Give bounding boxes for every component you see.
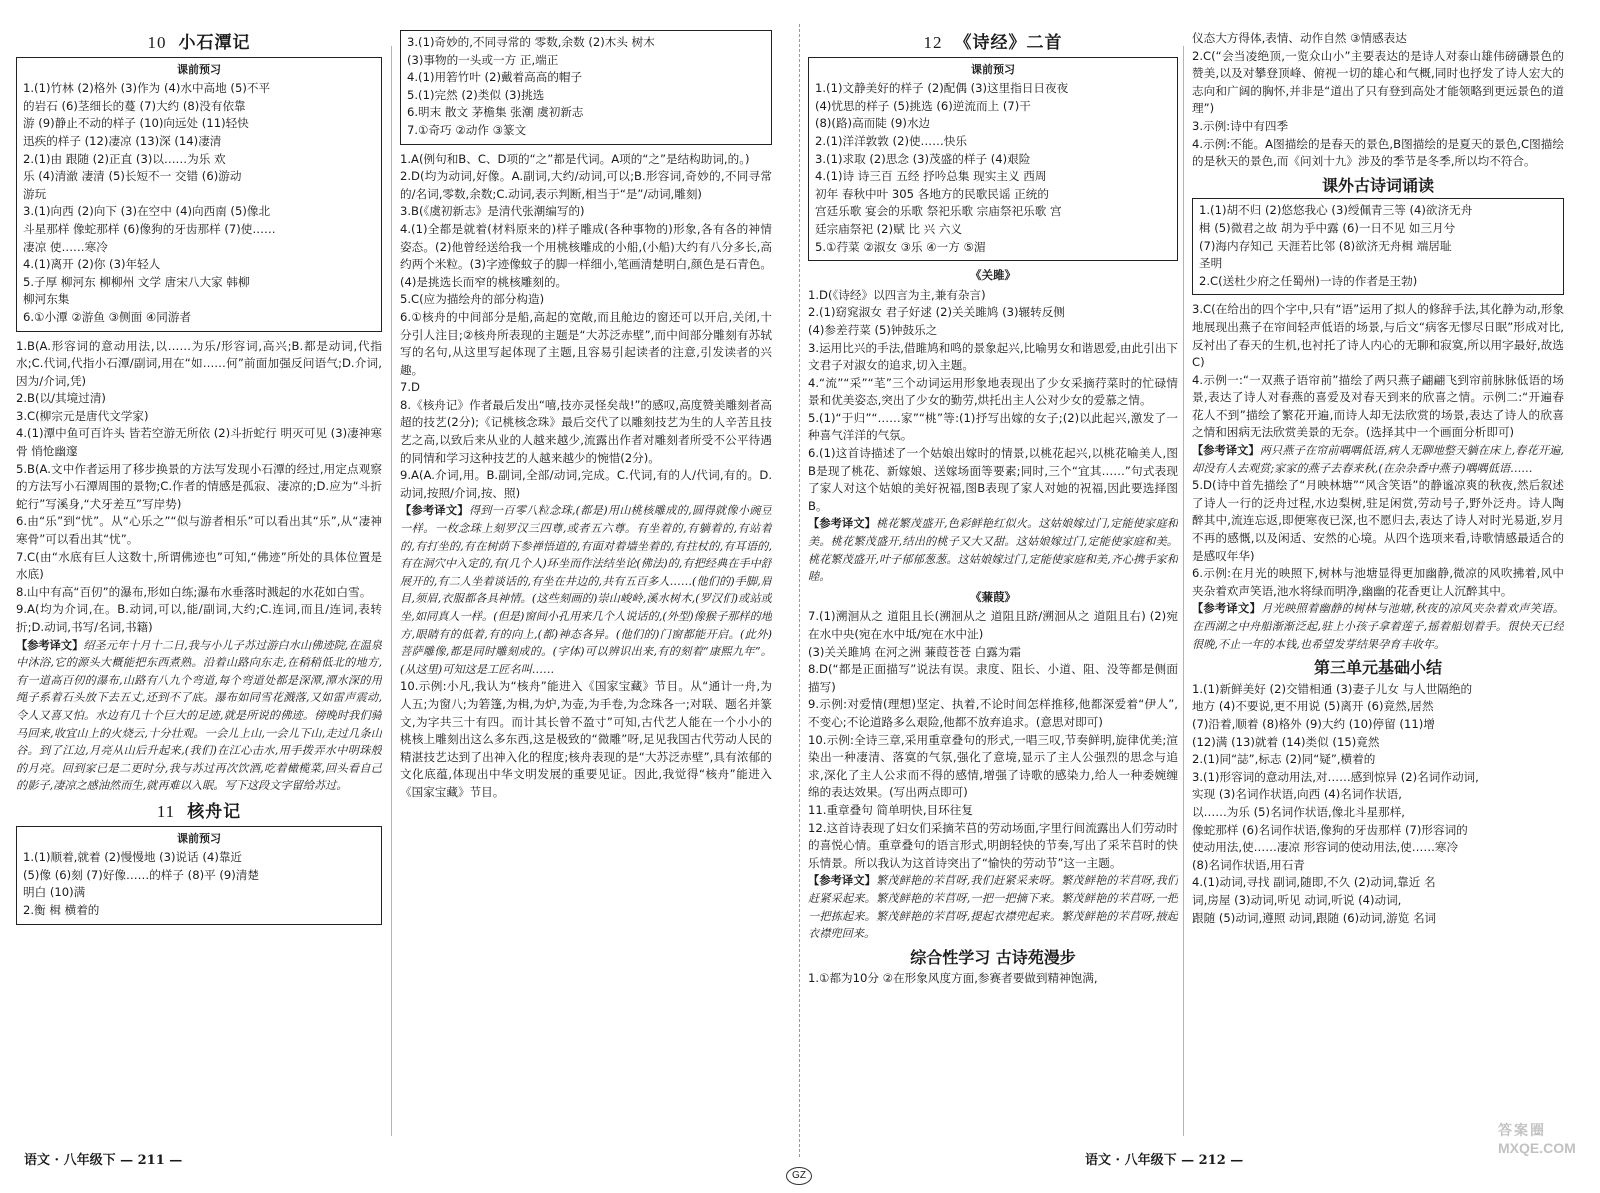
- answer-item: 8.山中有高“百仞”的瀑布,形如白练;瀑布水垂落时溅起的水花如白雪。: [16, 584, 372, 599]
- preview-line: 4.(1)用箬竹叶 (2)戴着高高的帽子: [407, 70, 583, 85]
- answer-item: (8)名词作状语,用石青: [1192, 857, 1305, 872]
- preview-box-continued: [400, 30, 772, 145]
- answer-item: 地方 (4)不要说,更不用说 (5)离开 (6)竟然,居然: [1192, 699, 1434, 714]
- preview-label: 课前预习: [177, 62, 221, 76]
- answer-item: 4.(1)全都是就着(材料原来的)样子雕成(各种事物的)形象,各有各的神情姿态。(2)他曾经送给我一个用桃核雕成的小船,(小船)大约有八分多长,高约两个米粒。(3)字迹像蚊子的脚一样细小,笔画清楚明白,颜色是石青色。(4)是挑选长而窄的桃核雕刻的。: [400, 221, 772, 289]
- preview-line: 6.①小潭 ②游鱼 ③侧面 ④同游者: [23, 309, 192, 324]
- poetry-box: [1192, 198, 1564, 295]
- answer-item: 使动用法,使……凄凉 形容词的使动用法,使……寒冷: [1192, 840, 1459, 855]
- section-number: 11: [156, 801, 176, 821]
- preview-line: 3.(1)奇妙的,不同寻常的 零数,余数 (2)木头 树木: [407, 35, 655, 49]
- answer-item: 6.①核舟的中间部分是船,高起的宽敞,而且舱边的窗还可以开启,关闭,十分引人注目;②核舟所表现的主题是“大苏泛赤壁”,而中间部分雕刻有苏轼写的名句,从这里写起体现了主题,且容易引起读者的注意,引发读者的兴趣。: [400, 309, 772, 377]
- poetry-line: 楫 (5)微君之故 胡为乎中露 (6)一日不见 如三月兮: [1199, 220, 1456, 235]
- answer-item: 跟随 (5)动词,遵照 动词,跟随 (6)动词,游览 名词: [1192, 910, 1437, 925]
- left-column-2: [400, 30, 772, 1138]
- section-title-extracurricular: 课外古诗词诵读: [1321, 175, 1434, 195]
- answer-item: 词,房屋 (3)动词,听见 动词,听说 (4)动词,: [1192, 892, 1402, 907]
- reference-translation: [1192, 600, 1564, 653]
- preview-line: 2.(1)由 跟随 (2)正直 (3)以……为乐 欢: [23, 151, 226, 166]
- preview-line: 3.(1)求取 (2)思念 (3)茂盛的样子 (4)艰险: [815, 151, 1031, 166]
- answer-item: 8.D(“都是正面描写”说法有误。隶度、阻长、小道、阻、没等都是侧面描写): [808, 662, 1178, 694]
- answer-item: 9.示例:对爱情(理想)坚定、执着,不论时间怎样推移,他都深爱着“伊人”,不变心;不论道路多么艰险,他都不放弃追求。(意思对即可): [808, 697, 1178, 729]
- answer-item: 10.示例:小凡,我认为“核舟”能进入《国家宝藏》节目。从“通计一舟,为人五;为窗八;为箬篷,为楫,为炉,为壶,为手卷,为念珠各一;对联、题名并篆文,为字共三十有四。而计其长曾不盈寸”可知,古代艺人能在一个小小的桃核上雕刻出这么多东西,这是极致的“微雕”呀,足见我国古代劳动人民的精湛技艺达到了出神入化的程度;核舟表现的是“大苏泛赤壁”,具有浓郁的文化底蕴,体现出中华文明发展的重要见证。因此,我觉得“核舟”能进入《国家宝藏》节目。: [400, 679, 772, 799]
- answer-item: (4)参差荇菜 (5)钟鼓乐之: [808, 322, 938, 337]
- answer-item: 10.示例:全诗三章,采用重章叠句的形式,一唱三叹,节奏鲜明,旋律优美;渲染出一种凄清、落寞的气氛,强化了意境,显示了主人公强烈的思念与追求,深化了主人公求而不得的感情,增强了诗歌的感染力,给人一种委婉缠绵的表达效果。(写出两点即可): [808, 732, 1178, 800]
- preview-line: 斗星那样 像蛇那样 (6)像狗的牙齿那样 (7)使……: [23, 221, 276, 236]
- answer-list: [808, 287, 1178, 516]
- answer-item: 3.(1)形容词的意动用法,对……感到惊异 (2)名词作动词,: [1192, 769, 1479, 784]
- watermark-logo: [1498, 1120, 1584, 1160]
- answer-item: 5.D(诗中首先描绘了“月映林塘”“风含笑语”的静谧凉爽的秋夜,然后叙述了诗人一行的泛舟过程,水边梨树,驻足闲赏,劳动号子,野外泛舟。诗人陶醉其中,流连忘返,即便寒夜已深,也不愿归去,表达了诗人对时光易逝,岁月不再的感慨,以及闲适、安然的心境。从四个选项来看,诗歌情感最适合的是感叹年华): [1192, 478, 1564, 563]
- answer-item: 5.B(A.文中作者运用了移步换景的方法写发现小石潭的经过,用定点观察的方法写小石潭周围的景物;C.作者的情感是孤寂、凄凉的;D.应为“斗折蛇行”写溪身,“犬牙差互”写岸势): [16, 461, 382, 511]
- answer-list: [1192, 30, 1564, 171]
- preview-line: 迅疾的样子 (12)凄凉 (13)深 (14)凄清: [23, 133, 222, 148]
- preview-line: 凄凉 使……寒冷: [23, 239, 108, 254]
- answer-item: 7.(1)溯洄从之 道阻且长(溯洄从之 道阻且跻/溯洄从之 道阻且右) (2)宛在水中央(宛在水中坻/宛在水中沚): [808, 609, 1178, 641]
- section-title-comprehensive: 综合性学习 古诗苑漫步: [910, 947, 1076, 967]
- section-title-xiaoshitanji: [16, 34, 382, 53]
- answer-item: (12)满 (13)就着 (14)类似 (15)竟然: [1192, 734, 1380, 749]
- answer-list: [16, 338, 382, 637]
- preview-box: [808, 57, 1178, 262]
- translation-label: 【参考译文】: [400, 504, 469, 518]
- preview-box: [16, 57, 382, 332]
- preview-line: (8)(路)高而陡 (9)水边: [815, 116, 931, 131]
- answer-item: 实现 (3)名词作状语,向西 (4)名词作状语,: [1192, 787, 1402, 802]
- translation-label: 【参考译文】: [808, 517, 877, 531]
- answer-item: 1.B(A.形容词的意动用法,以……为乐/形容词,高兴;B.都是动词,代指水;C.代词,代指小石潭/副词,用在“如……何”前面加强反问语气;D.介词,因为/介词,凭): [16, 338, 382, 388]
- answer-item: 8.《核舟记》作者最后发出“嘻,技亦灵怪矣哉!”的感叹,高度赞美雕刻者高超的技艺(2分);《记桃核念珠》最后交代了以雕刻技艺为生的人辛苦且技艺之高,以致后来从业的人越来越少,流露出作者对雕刻者所受不公平待遇的同情和学习这种技艺的人越来越少的惋惜(2分)。: [400, 397, 772, 465]
- preview-line: 5.①荇菜 ②淑女 ③乐 ④一方 ⑤湄: [815, 239, 986, 254]
- poetry-line: 2.C(送杜少府之任蜀州)一诗的作者是王勃): [1199, 273, 1418, 288]
- answer-list: [1192, 301, 1564, 442]
- preview-line: 1.(1)竹林 (2)格外 (3)作为 (4)水中高地 (5)不平: [23, 81, 271, 96]
- preview-line: 3.(1)向西 (2)向下 (3)在空中 (4)向西南 (5)像北: [23, 204, 271, 219]
- preview-line: 明白 (10)满: [23, 885, 86, 900]
- translation-label: 【参考译文】: [1192, 602, 1262, 616]
- section-number: 12: [923, 33, 943, 52]
- answer-item: 5.(1)“于归”“……家”“桃”等:(1)抒写出嫁的女子;(2)以此起兴,激发了一种喜气洋洋的气氛。: [808, 410, 1178, 443]
- answer-item: 5.C(应为描绘舟的部分构造): [400, 292, 545, 307]
- answer-list: [1192, 681, 1564, 927]
- reference-translation: [808, 515, 1178, 585]
- section-title-shijing: [808, 34, 1178, 53]
- translation-label: 【参考译文】: [808, 874, 877, 888]
- column-divider: [1183, 46, 1184, 1136]
- preview-line: 宫廷乐歌 宴会的乐歌 祭祀乐歌 宗庙祭祀乐歌 宫: [815, 204, 1062, 219]
- preview-line: (4)忧思的样子 (5)挑选 (6)逆流而上 (7)干: [815, 98, 1031, 113]
- section-title-unit-summary: 第三单元基础小结: [1313, 658, 1442, 678]
- poetry-line: (7)海内存知己 天涯若比邻 (8)欲济无舟楫 端居耻: [1199, 238, 1452, 253]
- translation-label: 【参考译文】: [16, 638, 84, 652]
- answer-item: 7.D: [400, 380, 420, 395]
- poetry-line: 1.(1)胡不归 (2)悠悠我心 (3)绶佩青三等 (4)欲济无舟: [1199, 203, 1473, 218]
- section-title-text: 核舟记: [187, 801, 242, 822]
- preview-label: 课前预习: [177, 831, 221, 845]
- section-number: 10: [147, 33, 167, 52]
- page-footer: 语文 · 八年级下 — 211 —: [24, 1153, 183, 1168]
- preview-line: 4.(1)离开 (2)你 (3)年轻人: [23, 257, 161, 272]
- answer-item: 3.C(在给出的四个字中,只有“语”运用了拟人的修辞手法,其化静为动,形象地展现出燕子在帘间轻声低语的场景,与后文“病客无憀尽日眠”形成对比,反衬出了春天的生机,也衬托了诗人内心的无聊和寂寞,所以用字最好,故选C): [1192, 302, 1564, 370]
- translation-text: 两只燕子在帘前喁喁低语,病人无聊地整天躺在床上,春花开遍,却没有人去观赏;家家的燕子去春来秋,(在杂杂香中燕子)喁喁低语……: [1192, 444, 1564, 475]
- answer-item: 7.C(由“水底有巨人这数十,所谓佛迹也”可知,“佛迹”所处的具体位置是水底): [16, 549, 382, 582]
- answer-item: 3.示例:诗中有四季: [1192, 118, 1289, 133]
- preview-line: 2.(1)洋洋敦敦 (2)使……快乐: [815, 133, 967, 148]
- answer-item: 3.运用比兴的手法,借雎鸠和鸣的景象起兴,比喻男女和谐恩爱,由此引出下文君子对淑女的追求,切入主题。: [808, 340, 1178, 373]
- preview-label: 课前预习: [971, 62, 1015, 76]
- section-title-heizhouji: [16, 803, 382, 822]
- preview-line: 初年 春秋中叶 305 各地方的民歌民谣 正统的: [815, 186, 1049, 201]
- reference-translation: [1192, 442, 1564, 477]
- preview-line: 柳河东集: [23, 292, 70, 307]
- preview-box-2: [16, 826, 382, 925]
- answer-item: 4.(1)动词,寻找 副词,随即,不久 (2)动词,靠近 名: [1192, 875, 1436, 890]
- answer-item: 6.由“乐”到“忧”。从“心乐之”“似与游者相乐”可以看出其“乐”,从“凄神寒骨”可以看出其“忧”。: [16, 514, 382, 547]
- preview-line: 4.(1)诗 诗三百 五经 抒吟总集 现实主义 西周: [815, 169, 1047, 184]
- answer-item: 2.(1)窈窕淑女 君子好逑 (2)关关雎鸠 (3)辗转反侧: [808, 305, 1065, 320]
- section-title-text: 《诗经》二首: [954, 33, 1063, 53]
- answer-item: 1.A(例句和B、C、D项的“之”都是代词。A项的“之”是结构助词,的。): [400, 151, 750, 166]
- answer-item: 2.D(均为动词,好像。A.副词,大约/动词,可以;B.形容词,奇妙的,不同寻常的/名词,零数,余数;C.动词,表示判断,相当于“是”/动词,雕刻): [400, 169, 772, 201]
- watermark-bottom: MXQE.COM: [1498, 1140, 1576, 1156]
- translation-text: 绍圣元年十月十二日,我与小儿子苏过游白水山佛迹院,在温泉中沐浴,它的源头大概能把东西煮熟。沿着山路向东走,在稍稍低北的地方,有一道高百仞的瀑布,山路有八九个弯道,每个弯道处都是深潭,潭水深的用绳子系着石头放下去五丈,还到不了底。瀑布如同雪花溅落,又如雷声震动,令人又喜又怕。水边有几十个巨大的足迹,就是所说的佛迹。傍晚时我们骑马回来,收宜山上的火烧云,十分壮观。一会儿上山,一会儿下山,走过几条山谷。到了江边,月亮从山后升起来,(我们)在江心击水,用手拨弄水中明珠般的月亮。回到家已是二更时分,我与苏过再次饮酒,吃着橄榄菜,回头看自己的影子,凄凉之感油然而生,就再难以入眠。写下这段文字留给苏过。: [16, 638, 382, 793]
- column-divider: [391, 46, 392, 1136]
- translation-text: 得到一百零八粒念珠,(都是)用山桃核雕成的,圆得就像小豌豆一样。一枚念珠上刻罗汉三四尊,或者五六尊。有坐着的,有躺着的,有站着的,有打坐的,有在树荫下参禅悟道的,有面对着墙坐着的,有拄杖的,有耳语的,有在洞穴中入定的,有(几个人)环坐而作法结坐论(佛法)的,有把经典在手中舒展开的,有二人坐着谈话的,有坐在井边的,共有五百多人……(他们的)手脚,眉目,须眉,衣服都各具神情。(这些刻画的)崇山峻岭,溪水树木,(罗汉们)或站或坐,如同真人一样。(但是)窗间小孔用来几个人说话的,(外型)像猴子那样的地方,眼睛有的低着,有的向上,(都)神态各异。(他们的)门窗都能开启。(此外)菩萨雕像,都是同时雕刻成的。(字体)可以辨识出来,有的刻着“康熙九年”。(从这里)可知这是工匠名叫……: [400, 504, 772, 676]
- answer-item: 6.示例:在月光的映照下,树林与池塘显得更加幽静,微凉的风吹拂着,风中夹杂着欢声笑语,池水将绿而明净,幽幽的花香更让人沉醉其中。: [1192, 566, 1564, 598]
- translation-text: 桃花繁茂盛开,色彩鲜艳红似火。这姑娘嫁过门,定能使家庭和美。桃花繁茂盛开,结出的桃子又大又甜。这姑娘嫁过门,定能使家庭和美。桃花繁茂盛开,叶子郁郁葱葱。这姑娘嫁过门,定能使家庭和美,齐心携手家和睦。: [808, 517, 1178, 584]
- answer-item: 1.(1)新鲜美好 (2)交错相通 (3)妻子儿女 与人世隔绝的: [1192, 681, 1473, 696]
- answer-item: (3)关关雎鸠 在河之洲 蒹葭苍苍 白露为霜: [808, 644, 1021, 659]
- answer-list: [808, 608, 1178, 872]
- section-title-text: 小石潭记: [178, 33, 251, 53]
- preview-line: 2.衡 楫 横着的: [23, 902, 100, 917]
- preview-line: 1.(1)顺着,就着 (2)慢慢地 (3)说话 (4)靠近: [23, 850, 243, 865]
- answer-item: 4.(1)潭中鱼可百许头 皆若空游无所依 (2)斗折蛇行 明灭可见 (3)凄神寒骨 悄怆幽邃: [16, 426, 382, 459]
- translation-text: 繁茂鲜艳的芣苢呀,我们赶紧采来呀。繁茂鲜艳的芣苢呀,我们赶紧采起来。繁茂鲜艳的芣苢呀,一把一把摘下来。繁茂鲜艳的芣苢呀,一把一把拣起来。繁茂鲜艳的芣苢呀,提起衣襟兜起来。繁茂鲜艳的芣苢呀,掖起衣襟兜回来。: [808, 874, 1178, 941]
- reference-translation: [808, 872, 1178, 942]
- answer-item: 仪态大方得体,表情、动作自然 ③情感表达: [1192, 31, 1407, 45]
- right-column-2: [1192, 30, 1564, 1138]
- answer-item: 4.示例一:“一双燕子语帘前”描绘了两只燕子翩翩飞到帘前脉脉低语的场景,表达了诗人对春燕的喜爱及对春天到来的欣喜之情。示例二:“开遍春花人不到”描绘了繁花开遍,而诗人却无法欣赏的场景,表达了诗人的欣喜之情和困病无法欣赏美景的无奈。(选择其中一个画面分析即可): [1192, 372, 1564, 440]
- preview-line: 乐 (4)清澈 凄清 (5)长短不一 交错 (6)游动: [23, 169, 242, 184]
- preview-line: 游玩: [23, 186, 47, 201]
- left-column-1: [16, 30, 382, 1138]
- poetry-line: 圣明: [1199, 256, 1223, 271]
- watermark-top: 答案圈: [1498, 1122, 1546, 1138]
- answer-item: 9.A(均为介词,在。B.动词,可以,能/副词,大约;C.连词,而且/连词,表转折;D.动词,书写/名词,书籍): [16, 602, 382, 634]
- answer-item: 12.这首诗表现了妇女们采摘芣苢的劳动场面,字里行间流露出人们劳动时的喜悦心情。重章叠句的语言形式,明朗轻快的节奏,写出了采芣苢时的快乐情景。所以我认为这首诗突出了“愉快的劳动节”这一主题。: [808, 820, 1178, 870]
- preview-line: (5)像 (6)刻 (7)好像……的样子 (8)平 (9)清楚: [23, 867, 259, 882]
- preview-line: 5.子厚 柳河东 柳柳州 文学 唐宋八大家 韩柳: [23, 274, 250, 289]
- page-footer: 语文 · 八年级下 — 212 —: [1085, 1153, 1244, 1168]
- answer-list: [400, 151, 772, 503]
- reference-translation: [400, 502, 772, 678]
- answer-item: 2.C(“会当凌绝顶,一览众山小”主要表达的是诗人对泰山雄伟磅礴景色的赞美,以及对攀登顶峰、俯视一切的雄心和气概,同时也抒发了诗人宏大的志向和广阔的胸怀,并非是“道出了只有登到高处才能领略到更远景色的道理”): [1192, 48, 1564, 116]
- subsection-guanju: 《关雎》: [970, 268, 1016, 283]
- answer-item: (7)沿着,顺着 (8)格外 (9)大约 (10)停留 (11)增: [1192, 716, 1435, 731]
- preview-line: 5.(1)完然 (2)类似 (3)挑选: [407, 87, 545, 102]
- preview-line: (3)事物的一头或一方 正,端正: [407, 52, 559, 67]
- answer-item: 4.示例:不能。A图描绘的是春天的景色,B图描绘的是夏天的景色,C图描绘的是秋天的景色,而《问刘十九》涉及的季节是冬季,所以均不符合。: [1192, 136, 1564, 169]
- answer-item: 3.B(《虞初新志》是清代张潮编写的): [400, 204, 585, 219]
- translation-text: 月光映照着幽静的树林与池塘,秋夜的凉风夹杂着欢声笑语。在西湖之中舟船渐渐泛起,驻上小孩子拿着莲子,摇着船划着手。很快天已经很晚,不止一年的本钱,也希望发芽结果孕育丰收年。: [1192, 602, 1564, 651]
- answer-item: 3.C(柳宗元是唐代文学家): [16, 408, 149, 423]
- right-column-1: [808, 30, 1178, 1138]
- translation-label: 【参考译文】: [1192, 444, 1260, 458]
- answer-list: [1192, 477, 1564, 600]
- preview-line: 1.(1)文静美好的样子 (2)配偶 (3)这里指日日夜夜: [815, 81, 1069, 96]
- answer-item: 11.重章叠句 简单明快,目环往复: [808, 802, 973, 817]
- answer-item: 1.D(《诗经》以四言为主,兼有杂言): [808, 287, 986, 302]
- left-page: [0, 22, 800, 1172]
- center-badge: GZ: [786, 1167, 812, 1185]
- subsection-jianjia: 《蒹葭》: [970, 589, 1016, 604]
- answer-item: 1.①都为10分 ②在形象风度方面,参赛者要做到精神饱满,: [808, 971, 1098, 986]
- answer-item: 6.(1)这首诗描述了一个姑娘出嫁时的情景,以桃花起兴,以桃花喻美人,图B是现了桃花、新嫁娘、送嫁场面等要素;同时,三个“宜其……”句式表现了家人对这个姑娘的美好祝福,图B表现了家人对她的祝福,因此要选择图B。: [808, 446, 1178, 513]
- answer-item: 以……为乐 (5)名词作状语,像北斗星那样,: [1192, 804, 1405, 819]
- answer-item: 2.(1)同“誌”,标志 (2)同“疑”,横着的: [1192, 752, 1376, 767]
- answer-item: 2.B(以/其境过清): [16, 391, 106, 406]
- preview-line: 6.明末 散文 茅檐集 张潮 虞初新志: [407, 105, 584, 120]
- preview-line: 廷宗庙祭祀 (2)赋 比 兴 六义: [815, 221, 963, 236]
- answer-item: 像蛇那样 (6)名词作状语,像狗的牙齿那样 (7)形容词的: [1192, 822, 1468, 837]
- right-page: [800, 22, 1600, 1172]
- preview-line: 7.①奇巧 ②动作 ③篆文: [407, 122, 527, 137]
- preview-line: 游 (9)静止不动的样子 (10)向远处 (11)轻快: [23, 116, 249, 131]
- answer-item: 9.A(A.介词,用。B.副词,全部/动词,完成。C.代词,有的人/代词,有的。D.动词,按照/介词,按、照): [400, 468, 772, 500]
- answer-item: 4.“流”“采”“芼”三个动词运用形象地表现出了少女采摘荇菜时的忙碌情景和优美姿态,突出了少女的勤劳,烘托出主人公对少女的爱慕之情。: [808, 375, 1178, 408]
- reference-translation: [16, 637, 382, 795]
- preview-line: 的岩石 (6)茎细长的蔓 (7)大约 (8)没有依靠: [23, 98, 246, 113]
